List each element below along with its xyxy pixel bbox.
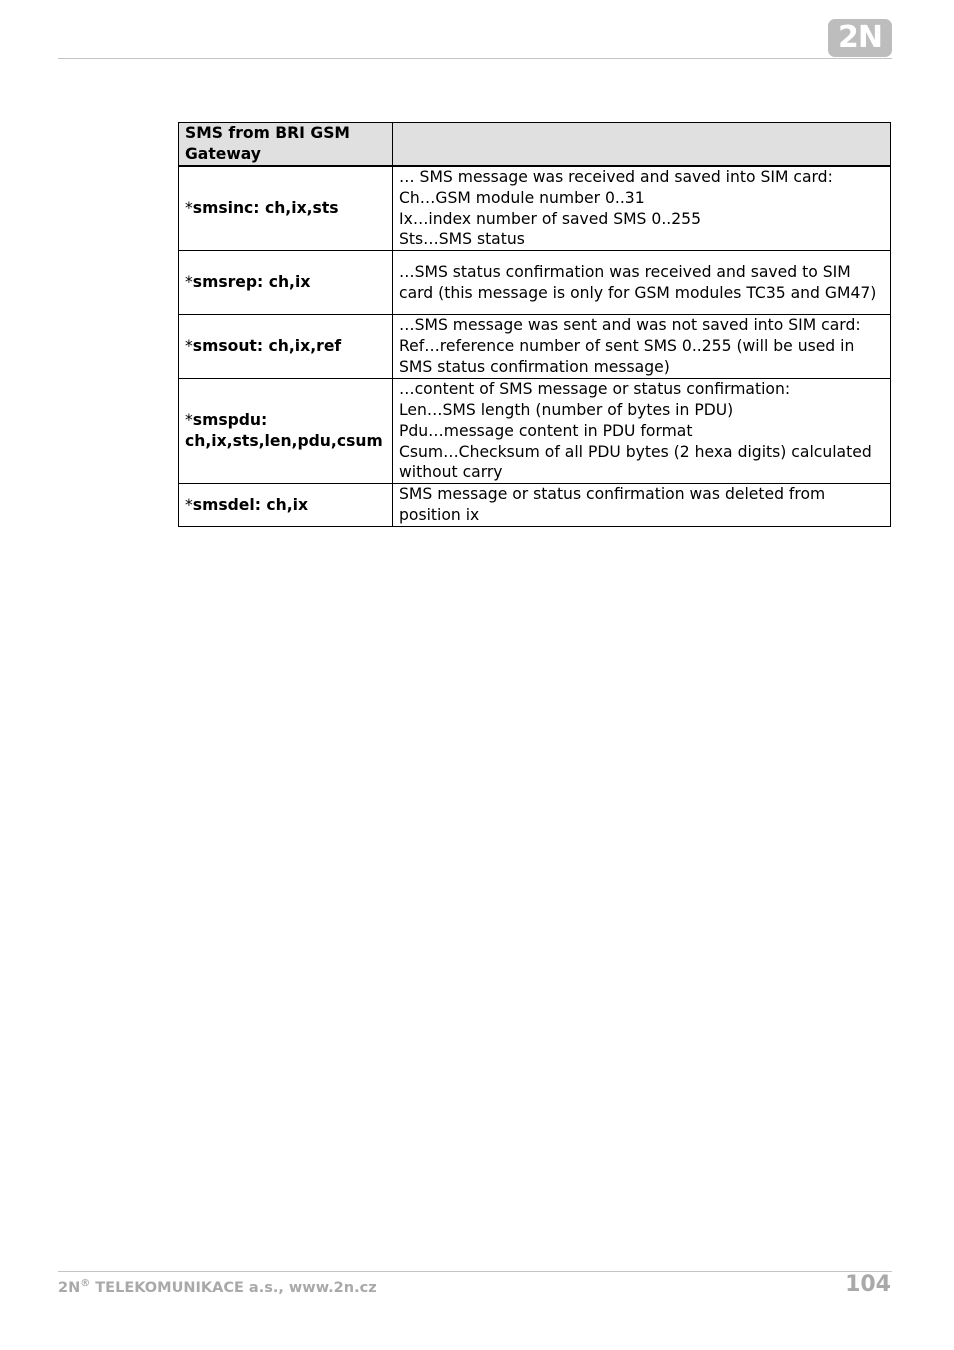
description-cell bbox=[393, 379, 891, 484]
description-line: …SMS status confirmation was received and saved to SIM card (this message is only for GSM modules TC35 and GM47) bbox=[399, 262, 877, 302]
registered-mark: ® bbox=[80, 1278, 91, 1289]
command-prefix: * bbox=[185, 199, 193, 218]
command-prefix: * bbox=[185, 495, 193, 514]
command-name: smsdel: ch,ix bbox=[192, 495, 309, 514]
command-cell bbox=[179, 166, 393, 251]
description-cell bbox=[393, 251, 891, 315]
table-row bbox=[179, 484, 891, 527]
command-cell bbox=[179, 379, 393, 484]
footer-company-text: TELEKOMUNIKACE a.s., www.2n.cz bbox=[90, 1279, 377, 1296]
command-prefix: * bbox=[185, 273, 193, 292]
brand-logo: 2N bbox=[828, 19, 892, 57]
description-cell bbox=[393, 484, 891, 527]
footer-rule bbox=[58, 1271, 892, 1272]
table-row bbox=[179, 315, 891, 379]
command-name: smsout: ch,ix,ref bbox=[192, 337, 342, 356]
table-row bbox=[179, 379, 891, 484]
description-line: Sts…SMS status bbox=[399, 230, 525, 249]
command-cell bbox=[179, 315, 393, 379]
command-cell bbox=[179, 251, 393, 315]
table-row bbox=[179, 166, 891, 251]
description-line: Ch…GSM module number 0..31 bbox=[399, 188, 645, 207]
description-line: Ix…index number of saved SMS 0..255 bbox=[399, 209, 702, 228]
description-line: …content of SMS message or status confirmation: bbox=[399, 380, 791, 399]
command-name: smsrep: ch,ix bbox=[192, 273, 311, 292]
command-name: smsinc: ch,ix,sts bbox=[192, 199, 339, 218]
description-line: SMS message or status confirmation was deleted from position ix bbox=[399, 485, 826, 525]
header-rule bbox=[58, 58, 892, 59]
table-header-empty bbox=[393, 123, 891, 167]
sms-command-table bbox=[178, 122, 891, 527]
command-name: smspdu: ch,ix,sts,len,pdu,csum bbox=[185, 411, 383, 451]
command-prefix: * bbox=[185, 411, 193, 430]
description-line: …SMS message was sent and was not saved into SIM card: bbox=[399, 316, 861, 335]
table-header-title: SMS from BRI GSM Gateway bbox=[179, 123, 393, 167]
command-cell bbox=[179, 484, 393, 527]
table-header-row bbox=[179, 123, 891, 167]
description-line: Pdu…message content in PDU format bbox=[399, 421, 693, 440]
description-line: Ref…reference number of sent SMS 0..255 (will be used in SMS status confirmation message) bbox=[399, 337, 855, 377]
footer-brand: 2N bbox=[58, 1279, 81, 1296]
description-cell bbox=[393, 315, 891, 379]
description-cell bbox=[393, 166, 891, 251]
page-number: 104 bbox=[845, 1272, 891, 1297]
footer-company bbox=[58, 1278, 377, 1296]
command-prefix: * bbox=[185, 337, 193, 356]
description-line: Len…SMS length (number of bytes in PDU) bbox=[399, 400, 734, 419]
table-row bbox=[179, 251, 891, 315]
description-line: … SMS message was received and saved into SIM card: bbox=[399, 168, 833, 186]
description-line: Csum…Checksum of all PDU bytes (2 hexa digits) calculated without carry bbox=[399, 442, 872, 482]
